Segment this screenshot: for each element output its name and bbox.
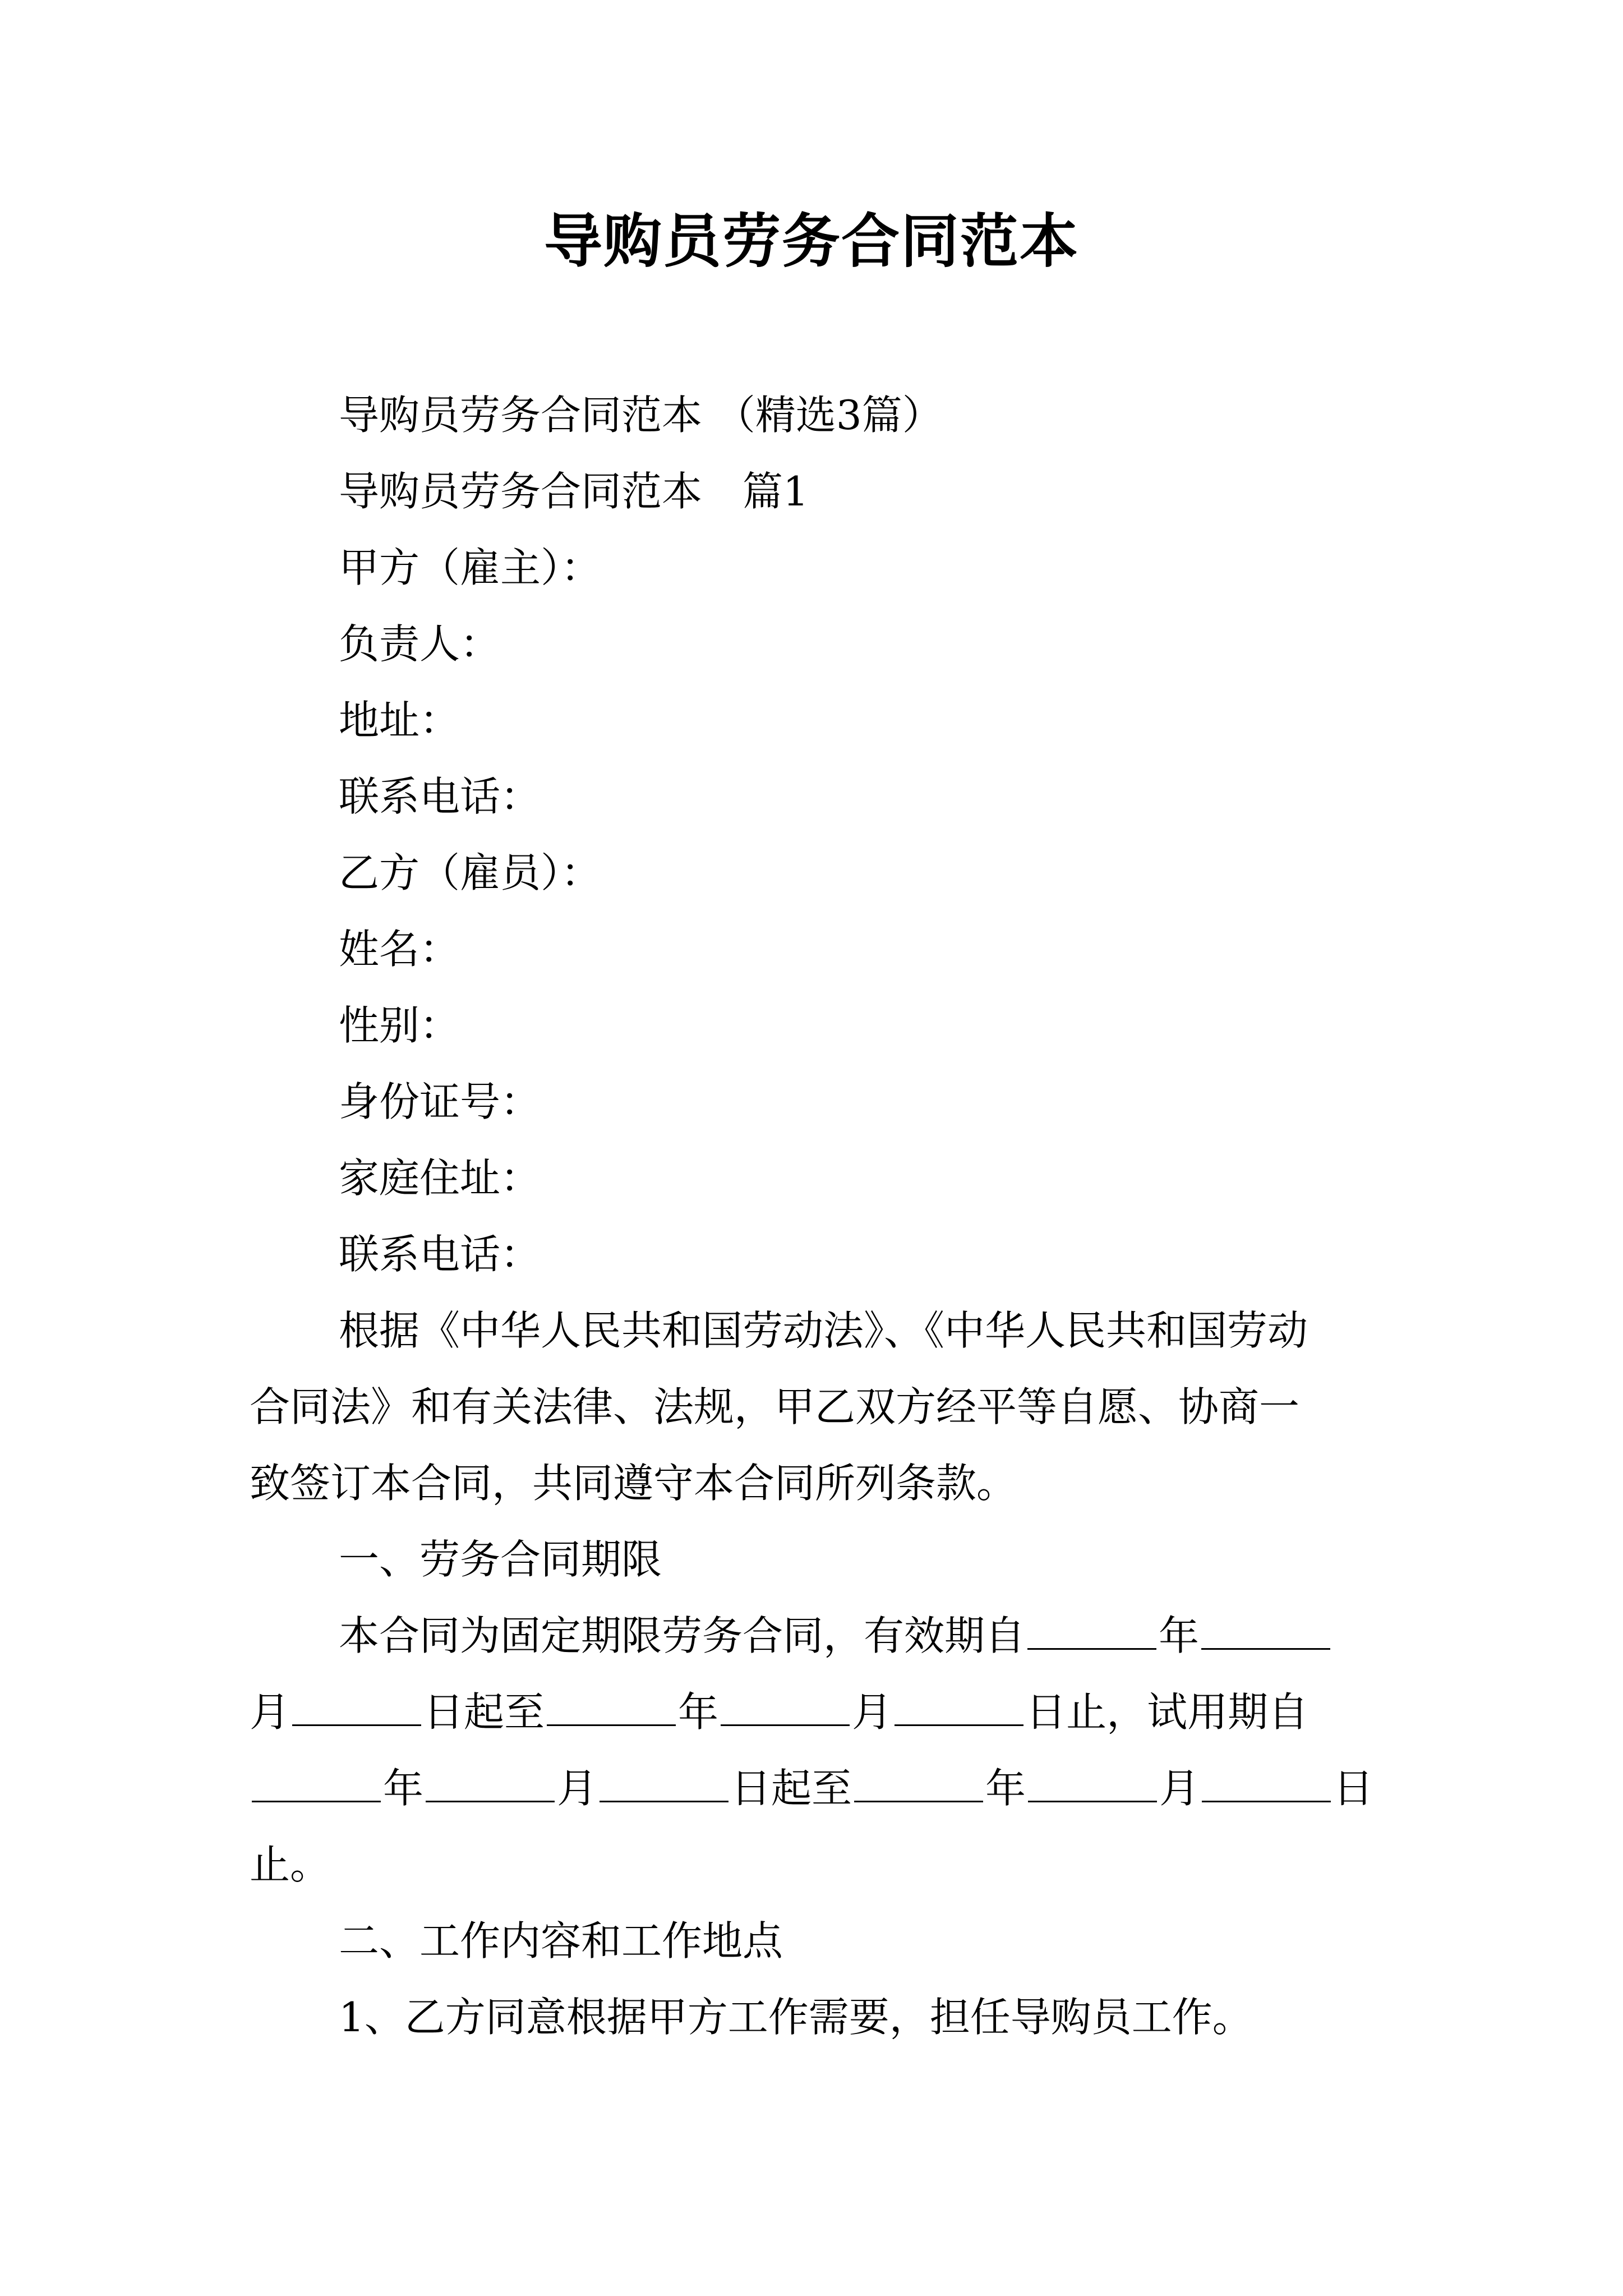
start-to-label: 日起至 bbox=[731, 1765, 852, 1812]
clause-1-line-2 bbox=[250, 1684, 1308, 1740]
subtitle: 导购员劳务合同范本 （精选3篇） bbox=[339, 392, 943, 439]
clause-2-item-1: 1、乙方同意根据甲方工作需要，担任导购员工作。 bbox=[339, 1994, 1253, 2041]
preamble-line-1: 根据《中华人民共和国劳动法》、《中华人民共和国劳动 bbox=[339, 1307, 1308, 1354]
fill-blank[interactable] bbox=[854, 1761, 983, 1802]
fill-blank[interactable] bbox=[721, 1685, 850, 1726]
fill-blank[interactable] bbox=[292, 1685, 421, 1726]
preamble-line-2: 合同法》和有关法律、法规，甲乙双方经平等自愿、协商一 bbox=[250, 1383, 1300, 1430]
preamble-line-3: 致签订本合同，共同遵守本合同所列条款。 bbox=[250, 1460, 1017, 1507]
clause-1-line-3 bbox=[250, 1760, 1373, 1816]
fill-blank[interactable] bbox=[1027, 1609, 1156, 1650]
month-label: 月 bbox=[250, 1688, 291, 1736]
fill-blank[interactable] bbox=[600, 1761, 728, 1802]
clause-1-heading: 一、劳务合同期限 bbox=[339, 1536, 662, 1583]
party-b-label: 乙方（雇员）： bbox=[339, 849, 602, 896]
party-a-label: 甲方（雇主）： bbox=[339, 544, 602, 591]
party-b-phone: 联系电话： bbox=[339, 1231, 541, 1278]
clause-1-line-1 bbox=[339, 1608, 1332, 1664]
party-b-id-number: 身份证号： bbox=[339, 1078, 541, 1125]
party-a-address: 地址： bbox=[339, 697, 460, 744]
party-b-gender: 性别： bbox=[339, 1002, 460, 1049]
fill-blank[interactable] bbox=[1028, 1761, 1157, 1802]
party-b-home-address: 家庭住址： bbox=[339, 1154, 541, 1202]
fill-blank[interactable] bbox=[547, 1685, 676, 1726]
party-a-person-in-charge: 负责人： bbox=[339, 620, 501, 668]
day-label: 日 bbox=[1333, 1765, 1374, 1812]
year-label: 年 bbox=[678, 1688, 719, 1736]
year-label: 年 bbox=[383, 1765, 424, 1812]
clause-1-line-4: 止。 bbox=[250, 1841, 331, 1888]
year-label: 年 bbox=[985, 1765, 1026, 1812]
clause-2-heading: 二、工作内容和工作地点 bbox=[339, 1917, 783, 1964]
section-heading: 导购员劳务合同范本 篇1 bbox=[339, 468, 809, 515]
document-title: 导购员劳务合同范本 bbox=[543, 206, 1079, 275]
fill-blank[interactable] bbox=[252, 1761, 381, 1802]
end-suffix-label: 日止，试用期自 bbox=[1026, 1688, 1309, 1736]
start-to-label: 日起至 bbox=[423, 1688, 545, 1736]
month-label: 月 bbox=[1159, 1765, 1200, 1812]
clause-1-prefix: 本合同为固定期限劳务合同，有效期自 bbox=[339, 1612, 1026, 1659]
fill-blank[interactable] bbox=[895, 1685, 1023, 1726]
year-label: 年 bbox=[1159, 1612, 1200, 1659]
party-a-phone: 联系电话： bbox=[339, 773, 541, 820]
fill-blank[interactable] bbox=[1201, 1609, 1330, 1650]
party-b-name: 姓名： bbox=[339, 926, 460, 973]
month-label: 月 bbox=[852, 1688, 893, 1736]
month-label: 月 bbox=[557, 1765, 598, 1812]
fill-blank[interactable] bbox=[1202, 1761, 1331, 1802]
fill-blank[interactable] bbox=[426, 1761, 555, 1802]
